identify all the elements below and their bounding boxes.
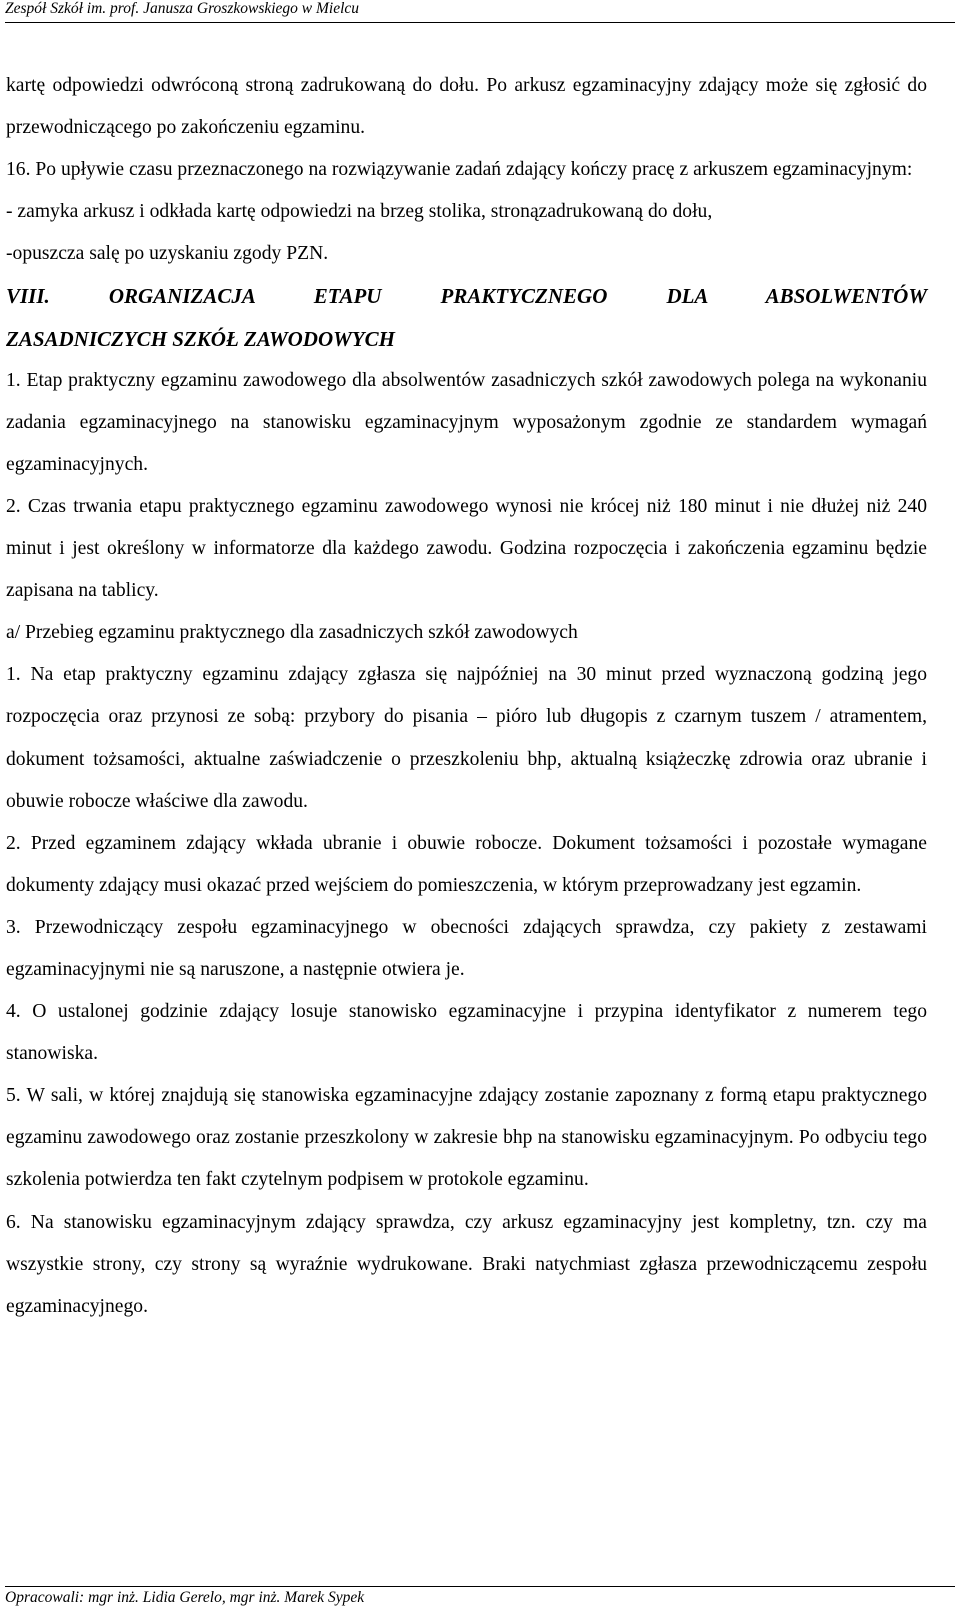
section-heading-line1: VIII. ORGANIZACJA ETAPU PRAKTYCZNEGO DLA ABSOLWENTÓW <box>6 284 927 309</box>
paragraph-stage-1: 1. Etap praktyczny egzaminu zawodowego dla absolwentów zasadniczych szkół zawodowych polega na wykonaniu zadania egzaminacyjnego na stanowisku egzaminacyjnym wyposażonym zgodnie ze standardem wymagań egzaminacyjnych. <box>6 369 927 475</box>
sub-heading: a/ Przebieg egzaminu praktycznego dla zasadniczych szkół zawodowych <box>6 622 578 644</box>
paragraph-item-5: 5. W sali, w której znajdują się stanowiska egzaminacyjne zdający zostanie zapoznany z formą etapu praktycznego egzaminu zawodowego oraz zostanie przeszkolony w zakresie bhp na stanowisku egzaminacyjnym. Po odbyciu tego szkolenia potwierdza ten fakt czytelnym podpisem w protokole egzaminu. <box>6 1085 927 1191</box>
paragraph-item-3: 3. Przewodniczący zespołu egzaminacyjnego w obecności zdających sprawdza, czy pakiety z zestawami egzaminacyjnymi nie są naruszone, a następnie otwiera je. <box>6 916 927 980</box>
paragraph-item-2: 2. Przed egzaminem zdający wkłada ubranie i obuwie robocze. Dokument tożsamości i pozostałe wymagane dokumenty zdający musi okazać przed wejściem do pomieszczenia, w którym przeprowadzany jest egzamin. <box>6 832 927 896</box>
paragraph-item-6: 6. Na stanowisku egzaminacyjnym zdający sprawdza, czy arkusz egzaminacyjny jest kompletny, tzn. czy ma wszystkie strony, czy strony są wyraźnie wydrukowane. Braki natychmiast zgłasza przewodniczącemu zespołu egzaminacyjnego. <box>6 1211 927 1317</box>
section-heading-viii <box>6 275 927 359</box>
paragraph-16: 16. Po upływie czasu przeznaczonego na rozwiązywanie zadań zdający kończy pracę z arkuszem egzaminacyjnym: <box>6 159 913 181</box>
section-heading-line2: ZASADNICZYCH SZKÓŁ ZAWODOWYCH <box>6 326 395 351</box>
paragraph-item-1: 1. Na etap praktyczny egzaminu zdający zgłasza się najpóźniej na 30 minut przed wyznaczoną godziną jego rozpoczęcia oraz przynosi ze sobą: przybory do pisania – pióro lub długopis z czarnym tuszem / atramentem, dokument tożsamości, aktualne zaświadczenie o przeszkoleniu bhp, aktualną książeczkę zdrowia oraz ubranie i obuwie robocze właściwe dla zawodu. <box>6 664 927 812</box>
paragraph-close-sheet: - zamyka arkusz i odkłada kartę odpowiedzi na brzeg stolika, stronązadrukowaną do dołu, <box>6 201 713 223</box>
school-name: Zespół Szkół im. prof. Janusza Groszkowskiego w Mielcu <box>5 0 360 17</box>
authors: Opracowali: mgr inż. Lidia Gerelo, mgr inż. Marek Sypek <box>5 1589 365 1606</box>
page-footer <box>5 1586 955 1609</box>
paragraph-item-4: 4. O ustalonej godzinie zdający losuje stanowisko egzaminacyjne i przypina identyfikator z numerem tego stanowiska. <box>6 1001 927 1065</box>
document-body <box>6 65 927 1328</box>
paragraph-leave-room: -opuszcza salę po uzyskaniu zgody PZN. <box>6 243 329 265</box>
paragraph-answer-sheet: kartę odpowiedzi odwróconą stroną zadrukowaną do dołu. Po arkusz egzaminacyjny zdający może się zgłosić do przewodniczącego po zakończeniu egzaminu. <box>6 75 927 139</box>
page-header <box>5 0 955 23</box>
paragraph-stage-2: 2. Czas trwania etapu praktycznego egzaminu zawodowego wynosi nie krócej niż 180 minut i nie dłużej niż 240 minut i jest określony w informatorze dla każdego zawodu. Godzina rozpoczęcia i zakończenia egzaminu będzie zapisana na tablicy. <box>6 495 927 602</box>
